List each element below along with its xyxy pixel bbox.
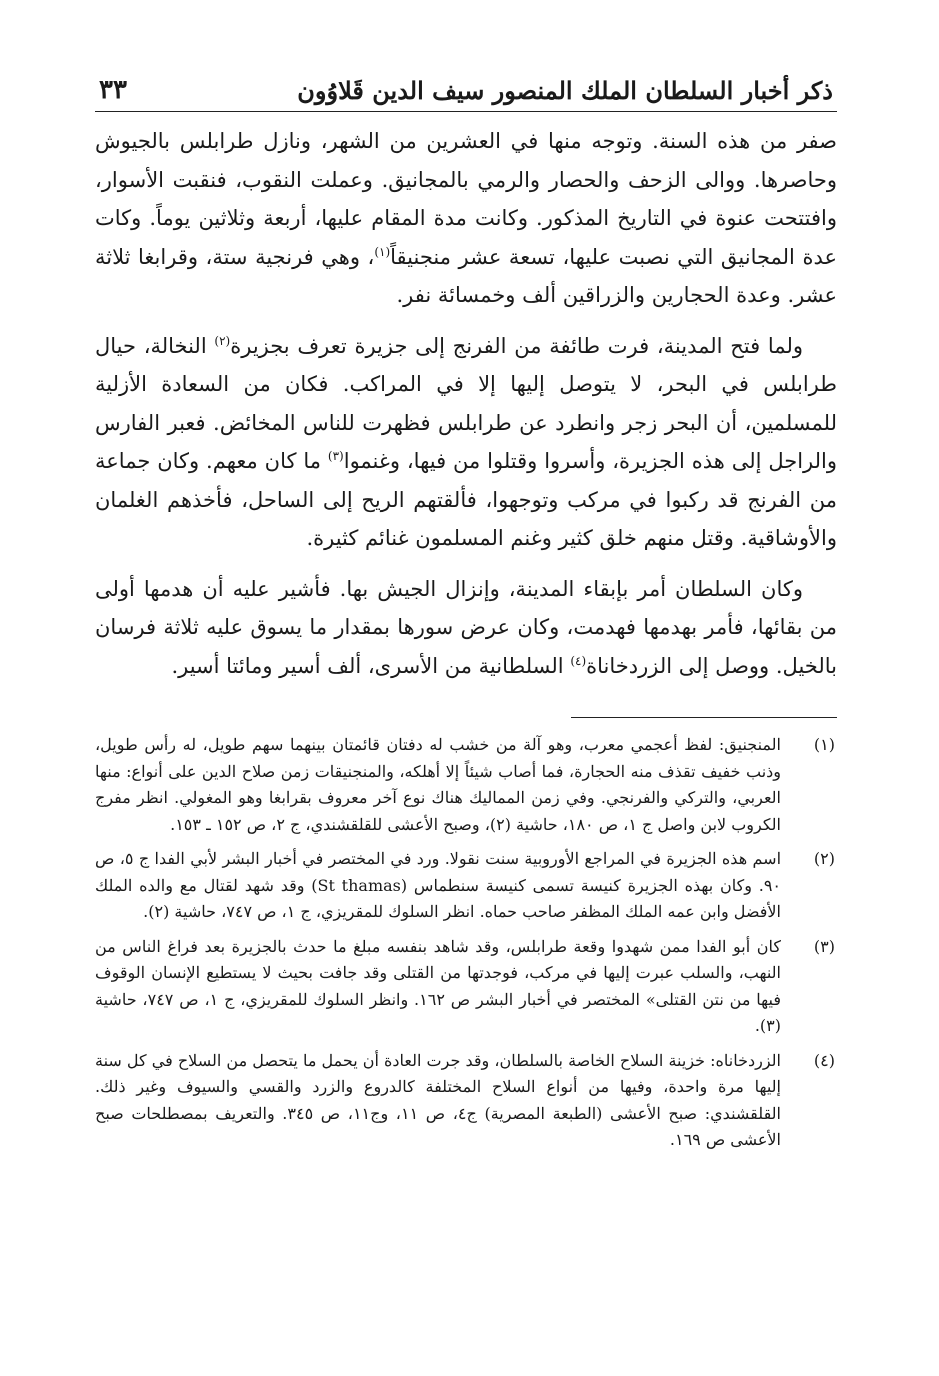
footnote-reference: (٢) bbox=[214, 333, 231, 348]
paragraph-text: ولما فتح المدينة، فرت طائفة من الفرنج إلى جزيرة تعرف بجزيرة bbox=[230, 333, 803, 358]
paragraph-text: النخالة، حيال طرابلس في البحر، لا يتوصل إليها إلا في المراكب. فكان من السعادة الأزلية للمسلمين، أن البحر زجر وانطرد عن طرابلس فظهرت للناس المخائض. فعبر الفارس والراجل إلى هذه الجزيرة، وأسروا وقتلوا من فيها، وغنموا bbox=[95, 333, 837, 473]
footnote-2 bbox=[95, 846, 837, 926]
footnote-text: الزردخاناه: خزينة السلاح الخاصة بالسلطان، وقد جرت العادة أن يحمل ما يتحصل من السلاح في كل سنة إليها مرة واحدة، وفيها من أنواع السلاح المختلفة كالدروع والزرد والقسي والسيوف وغير ذلك. القلقشندي: صبح الأعشى (الطبعة المصرية) ج٤، ص ١١، وج١١، ص ٣٤٥. والتعريف بمصطلحات صبح الأعشى ص ١٦٩. bbox=[95, 1050, 782, 1149]
paragraph-text: ما كان معهم. وكان جماعة من الفرنج قد ركبوا في مركب وتوجهوا، فألقتهم الريح إلى الساحل، فأخذهم الغلمان والأوشاقية. وقتل منهم خلق كثير وغنم المسلمون غنائم كثيرة. bbox=[95, 449, 837, 550]
footnote-4 bbox=[95, 1048, 837, 1154]
footnote-number: (١) bbox=[813, 735, 835, 754]
running-header bbox=[95, 70, 837, 112]
footnote-number: (٣) bbox=[813, 936, 835, 956]
paragraph-3 bbox=[95, 570, 837, 686]
main-text bbox=[95, 122, 837, 685]
paragraph-text: السلطانية من الأسرى، ألف أسير ومائتا أسير. bbox=[171, 653, 571, 678]
footnote-1 bbox=[95, 732, 837, 838]
page-number: ٣٣ bbox=[99, 75, 127, 105]
footnote-reference: (٤) bbox=[570, 653, 587, 668]
footnote-separator bbox=[571, 717, 837, 718]
footnote-3 bbox=[95, 934, 837, 1040]
footnote-reference: (٣) bbox=[327, 449, 344, 463]
paragraph-text: صفر من هذه السنة. وتوجه منها في العشرين من الشهر، ونازل طرابلس بالجيوش وحاصرها. ووالى الزحف والحصار والرمي بالمجانيق. وعملت النقوب، فنقبت الأسوار، وافتتحت عنوة في التاريخ المذكور. وكانت مدة المقام عليها، أربعة وثلاثين يوماً. وكات عدة المجانيق التي نصبت عليها، تسعة عشر منجنيقاً bbox=[95, 129, 837, 269]
paragraph-text: ، وهي فرنجية ستة، وقرابغا ثلاثة عشر. وعدة الحجارين والزراقين ألف وخمسائة نفر. bbox=[95, 244, 837, 307]
paragraph-text: وكان السلطان أمر بإبقاء المدينة، وإنزال الجيش بها. فأشير عليه أن هدمها أولى من بقائها، فأمر بهدمها فهدمت، وكان عرض سورها بمقدار ما يسوق عليه ثلاثة فرسان بالخيل. ووصل إلى الزردخاناة bbox=[95, 576, 837, 678]
footnote-text: كان أبو الفدا ممن شهدوا وقعة طرابلس، وقد شاهد بنفسه مبلغ ما حدث بالجزيرة بعد فراغ الناس من النهب، والسلب عبرت إليها في مركب، فوجدتها من القتلى وقد جافت بحيث لا يستطيع الإنسان الوقوف فيها من نتن القتلى» المختصر في أخبار البشر ص ١٦٢. وانظر السلوك للمقريزي، ج ١، ص ٧٤٧، حاشية (٣). bbox=[95, 936, 782, 1035]
book-page bbox=[95, 70, 837, 1162]
footnote-number: (٢) bbox=[813, 849, 835, 868]
footnote-text: اسم هذه الجزيرة في المراجع الأوروبية سنت نقولا. ورد في المختصر في أخبار البشر لأبي الفدا ج ٥، ص ٩٠. وكان بهذه الجزيرة كنيسة تسمى كنيسة سنطماس (St thamas) وقد شهد لقتال مع والده الملك الأفضل وابن عمه الملك المظفر صاحب حماه. انظر السلوك للمقريزي، ج ١، ص ٧٤٧، حاشية (٢). bbox=[95, 849, 782, 921]
footnote-text: المنجنيق: لفظ أعجمي معرب، وهو آلة من خشب له دفتان قائمتان بينهما سهم طويل، له رأس طويل، وذنب خفيف تقذف منه الحجارة، فما أصاب شيئاً إلا أهلكه، والمنجنيقات زمن صلاح الدين على أنواع: منها العربي، والتركي والفرنجي. وفي زمن المماليك هناك نوع آخر معروف بقرابغا وهو المغولي. انظر مفرج الكروب لابن واصل ج ١، ص ١٨٠، حاشية (٢)، وصبح الأعشى للقلقشندي، ج ٢، ص ١٥٢ ـ ١٥٣. bbox=[95, 735, 781, 834]
footnote-reference: (١) bbox=[374, 244, 391, 259]
footnote-number: (٤) bbox=[813, 1050, 835, 1070]
footnotes bbox=[95, 732, 837, 1154]
paragraph-2 bbox=[95, 327, 837, 558]
running-title: ذكر أخبار السلطان الملك المنصور سيف الدين قَلاوُون bbox=[297, 76, 833, 105]
paragraph-1 bbox=[95, 122, 837, 315]
